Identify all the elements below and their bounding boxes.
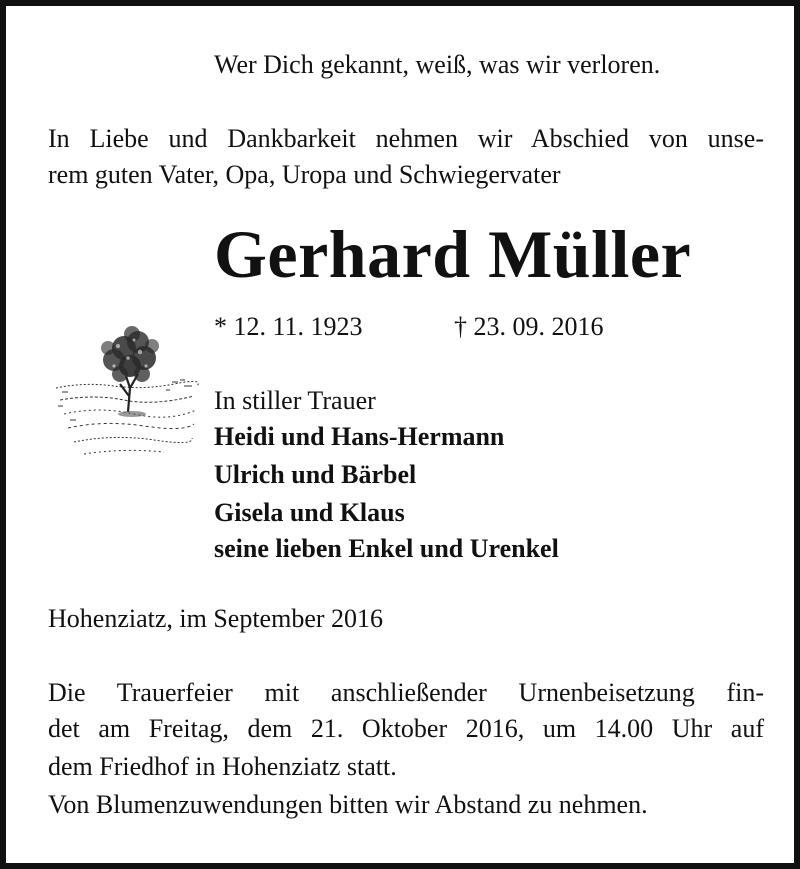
place-date: Hohenziatz, im September 2016 bbox=[48, 604, 384, 633]
mourners-heading: In stiller Trauer bbox=[214, 386, 376, 415]
intro-line-2: rem guten Vater, Opa, Uropa und Schwiegervater bbox=[48, 160, 561, 189]
funeral-line-1: Die Trauerfeier mit anschließender Urnenbeisetzung fin- bbox=[48, 678, 764, 707]
intro-line-1: In Liebe und Dankbarkeit nehmen wir Abschied von unse- bbox=[48, 124, 764, 153]
tree-landscape-icon bbox=[54, 296, 199, 466]
motto: Wer Dich gekannt, weiß, was wir verloren. bbox=[214, 50, 661, 79]
funeral-line-3: dem Friedhof in Hohenziatz statt. bbox=[48, 752, 397, 781]
mourner-name: Gisela und Klaus bbox=[214, 498, 405, 527]
deceased-name: Gerhard Müller bbox=[214, 216, 692, 292]
mourner-name: Heidi und Hans-Hermann bbox=[214, 422, 505, 451]
funeral-line-4: Von Blumenzuwendungen bitten wir Abstand zu nehmen. bbox=[48, 790, 648, 819]
funeral-line-2: det am Freitag, dem 21. Oktober 2016, um 14.00 Uhr auf bbox=[48, 714, 764, 743]
mourner-name: Ulrich und Bärbel bbox=[214, 460, 417, 489]
birth-date: * 12. 11. 1923 bbox=[214, 312, 363, 341]
death-date: † 23. 09. 2016 bbox=[454, 312, 604, 341]
mourner-name: seine lieben Enkel und Urenkel bbox=[214, 534, 559, 563]
